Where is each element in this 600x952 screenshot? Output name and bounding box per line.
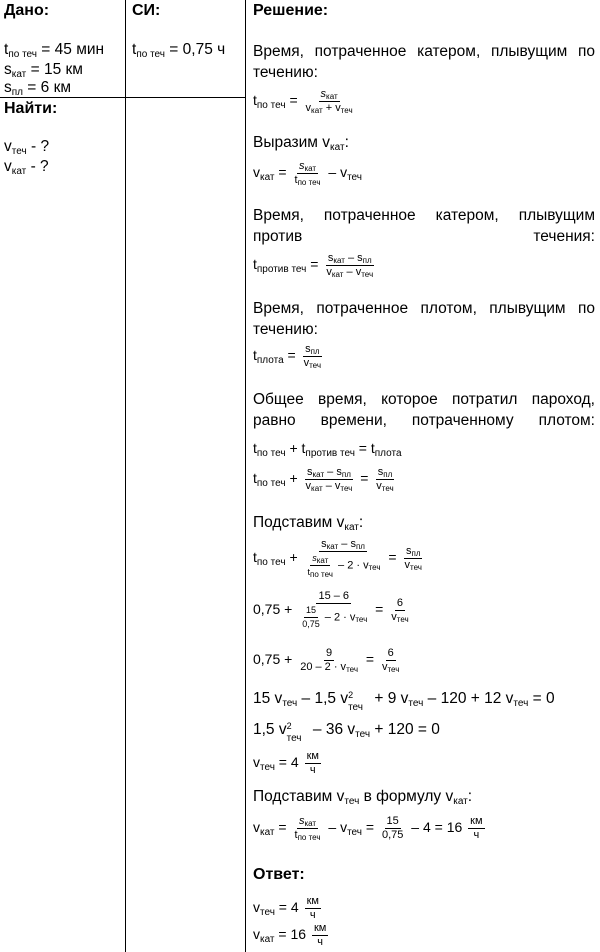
formula-t-protiv-tech: $t_{против теч}$ = $\frac{\text{sкат – sпл}}{\text{vкат – vтеч}}$	[253, 252, 374, 279]
solution-text-5: Общее время, которое потратил пароход, равно времени, потраченному плотом:	[253, 391, 595, 429]
given-s-kat: sкат = 15 км	[4, 61, 83, 80]
find-v-kat: vкат - ?	[4, 158, 49, 177]
formula-numeric-1: 0,75 + 15 – 6 $\frac{15}{0,75}$ – 2 · vтеч = $\frac{6}{\text{vтеч}}$	[253, 590, 409, 629]
header-solution: Решение:	[253, 2, 329, 19]
header-given: Дано:	[4, 2, 50, 19]
formula-numeric-2: 0,75 + $\frac{9}{\text{20 – 2 · vтеч}}$ = $\frac{6}{\text{vтеч}}$	[253, 647, 400, 674]
solution-text-7: Подставим vтеч в формулу vкат:	[253, 788, 473, 807]
answer-label: Ответ:	[253, 866, 305, 883]
given-s-pl: sпл = 6 км	[4, 79, 72, 98]
solution-text-6: Подставим vкат:	[253, 514, 364, 533]
equation-quadratic: 1,5 v 2 теч – 36 vтеч + 120 = 0	[253, 721, 440, 744]
formula-v-kat: $v_{кат}$ = $\frac{\text{sкат}}{\text{tпо теч}}$ – $v_{теч}$	[253, 160, 362, 187]
formula-v-kat-final: $v_{кат}$ = $\frac{\text{sкат}}{\text{tпо теч}}$ – $v_{теч}$ = $\frac{15}{0,75}$ – 4 = 16 $\frac{км}{ч}$	[253, 815, 483, 842]
solution-text-3: Время, потраченное катером, плывущим против течения:	[253, 207, 595, 245]
formula-t-plota: $t_{плота}$ = $\frac{\text{sпл}}{\text{vтеч}}$	[253, 343, 322, 370]
formula-sum-times: $t_{по теч} + t_{против теч} = t_{плота}$	[253, 440, 402, 459]
solution-text-4: Время, потраченное плотом, плывущим по течению:	[253, 300, 595, 338]
answer-v-tech: $v_{теч} = 4$ $\frac{км}{ч}$	[253, 895, 319, 921]
column-divider-1	[125, 0, 126, 952]
column-divider-2	[245, 0, 246, 952]
formula-t-po-tech: $t_{по теч}$ = $\frac{\text{sкат}}{\text{vкат + vтеч}}$	[253, 88, 353, 115]
result-v-tech: $v_{теч} = 4$ $\frac{км}{ч}$	[253, 750, 319, 776]
solution-text-2: Выразим vкат:	[253, 134, 349, 153]
equation-expanded: 15 vтеч – 1,5 v 2 теч + 9 vтеч – 120 + 12 vтеч = 0	[253, 690, 555, 713]
header-si: СИ:	[132, 2, 161, 19]
solution-text-1: Время, потраченное катером, плывущим по течению:	[253, 43, 595, 81]
find-v-tech: vтеч - ?	[4, 138, 50, 157]
answer-v-kat: $v_{кат} = 16$ $\frac{км}{ч}$	[253, 922, 327, 948]
formula-substituted: $t_{по теч}$ + sкат – sпл $\frac{\text{sкат}}{\text{tпо теч}}$ – 2 · vтеч = $\frac{\text{sпл}}{\text{vтеч}}$	[253, 538, 422, 579]
header-find: Найти:	[4, 100, 58, 117]
formula-sum-fractions: $t_{по теч}$ + $\frac{\text{sкат – sпл}}{\text{vкат – vтеч}}$ = $\frac{\text{sпл}}{\text{vтеч}}$	[253, 466, 394, 493]
si-t: tпо теч = 0,75 ч	[132, 41, 226, 60]
given-t: tпо теч = 45 мин	[4, 41, 105, 60]
